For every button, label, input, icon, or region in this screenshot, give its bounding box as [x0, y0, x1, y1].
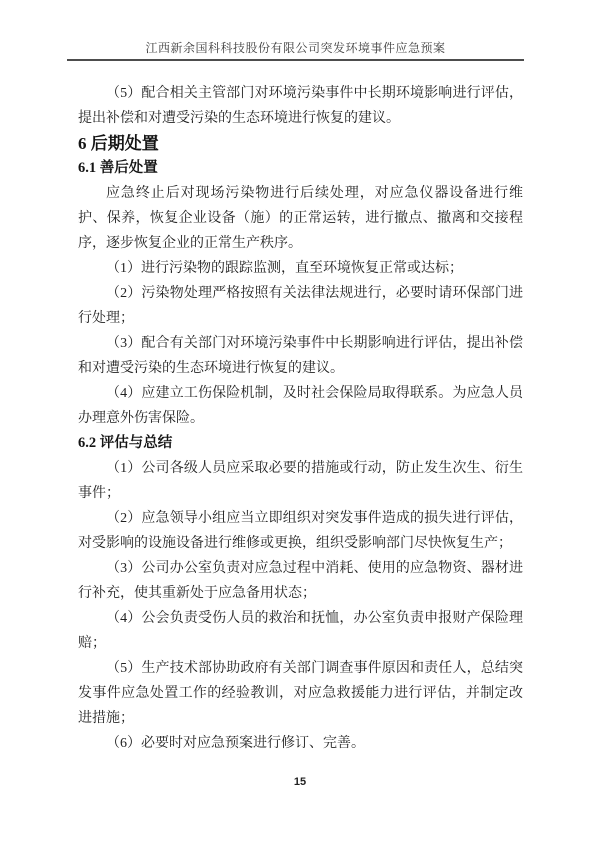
section-6-1-item-4: （4）应建立工伤保险机制，及时社会保险局取得联系。为应急人员办理意外伤害保险。 [78, 386, 523, 426]
section-6-1-lead-paragraph: 应急终止后对现场污染物进行后续处理，对应急仪器设备进行维护、保养，恢复企业设备（施）的正常运转，进行撤点、撤离和交接程序，逐步恢复企业的正常生产秩序。 [78, 186, 523, 251]
section-6-2-heading: 6.2 评估与总结 [78, 435, 173, 451]
section-6-1-item-3: （3）配合有关部门对环境污染事件中长期影响进行评估，提出补偿和对遭受污染的生态环境进行恢复的建议。 [78, 336, 523, 376]
section-6-1-item-2: （2）污染物处理严格按照有关法律法规进行，必要时请环保部门进行处理； [78, 286, 523, 326]
section-6-1-item-1: （1）进行污染物的跟踪监测，直至环境恢复正常或达标； [106, 261, 463, 276]
page-number: 15 [293, 776, 307, 788]
document-body [78, 81, 523, 756]
paragraph-carryover-item-5: （5）配合相关主管部门对环境污染事件中长期环境影响进行评估，提出补偿和对遭受污染的生态环境进行恢复的建议。 [78, 86, 523, 126]
section-6-2-item-1: （1）公司各级人员应采取必要的措施或行动，防止发生次生、衍生事件； [78, 461, 523, 501]
section-6-2-item-5: （5）生产技术部协助政府有关部门调查事件原因和责任人，总结突发事件应急处置工作的经验教训，对应急救援能力进行评估，并制定改进措施； [78, 661, 523, 726]
page-header [67, 0, 524, 61]
section-6-2-item-6: （6）必要时对应急预案进行修订、完善。 [106, 736, 365, 751]
header-title: 江西新余国科科技股份有限公司突发环境事件应急预案 [145, 41, 446, 55]
section-6-heading: 6 后期处置 [78, 134, 159, 153]
section-6-2-item-3: （3）公司办公室负责对应急过程中消耗、使用的应急物资、器材进行补充，使其重新处于应急备用状态； [78, 561, 523, 601]
section-6-1-heading: 6.1 善后处置 [78, 160, 158, 176]
section-6-2-item-2: （2）应急领导小组应当立即组织对突发事件造成的损失进行评估，对受影响的设施设备进行维修或更换，组织受影响部门尽快恢复生产； [78, 511, 523, 551]
section-6-2-item-4: （4）公会负责受伤人员的救治和抚恤，办公室负责申报财产保险理赔； [78, 611, 523, 651]
